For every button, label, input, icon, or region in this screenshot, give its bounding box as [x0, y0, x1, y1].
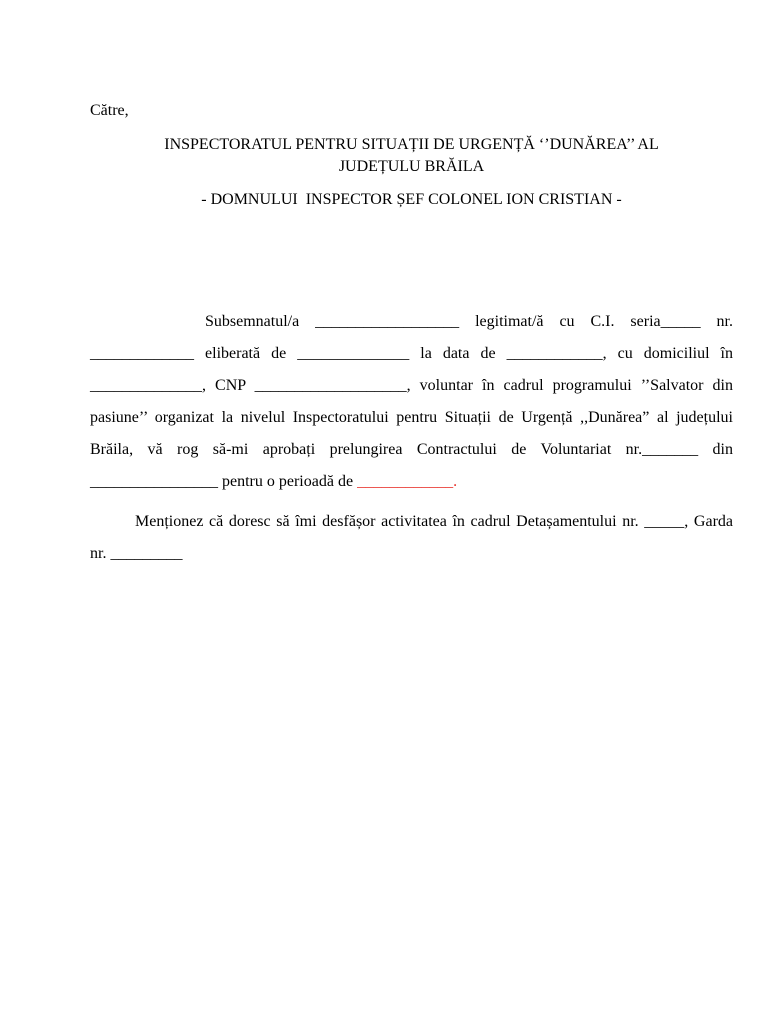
request-paragraph: [90, 306, 737, 498]
recipient-line-2: JUDEȚULU BRĂILA: [338, 158, 485, 175]
recipient-block: [90, 134, 733, 178]
recipient-line-1: INSPECTORATUL PENTRU SITUAȚII DE URGENȚĂ ‘’DUNĂREA’’ AL: [164, 136, 659, 153]
addressee-line: - DOMNULUI INSPECTOR ȘEF COLONEL ION CRISTIAN -: [201, 191, 622, 208]
document-page: [90, 0, 737, 1024]
period-blank: ____________.: [357, 473, 458, 490]
salutation: Către,: [90, 102, 129, 119]
mention-paragraph: Menționez că doresc să îmi desfășor activitatea în cadrul Detașamentului nr. _____, Garda nr. _________: [90, 513, 733, 562]
request-paragraph-text: Subsemnatul/a __________________ legitimat/ă cu C.I. seria_____ nr. _____________ eliberată de ______________ la data de ____________, cu domiciliul în ______________, CNP ___________________, voluntar în cadrul programului ’’Salvator din pasiune’’ organizat la nivelul Inspectoratului pentru Situații de Urgență ,,Dunărea” al județului Brăila, vă rog să-mi aprobați prelungirea Contractului de Voluntariat nr._______ din ________________ pentru o perioadă de: [90, 313, 737, 490]
